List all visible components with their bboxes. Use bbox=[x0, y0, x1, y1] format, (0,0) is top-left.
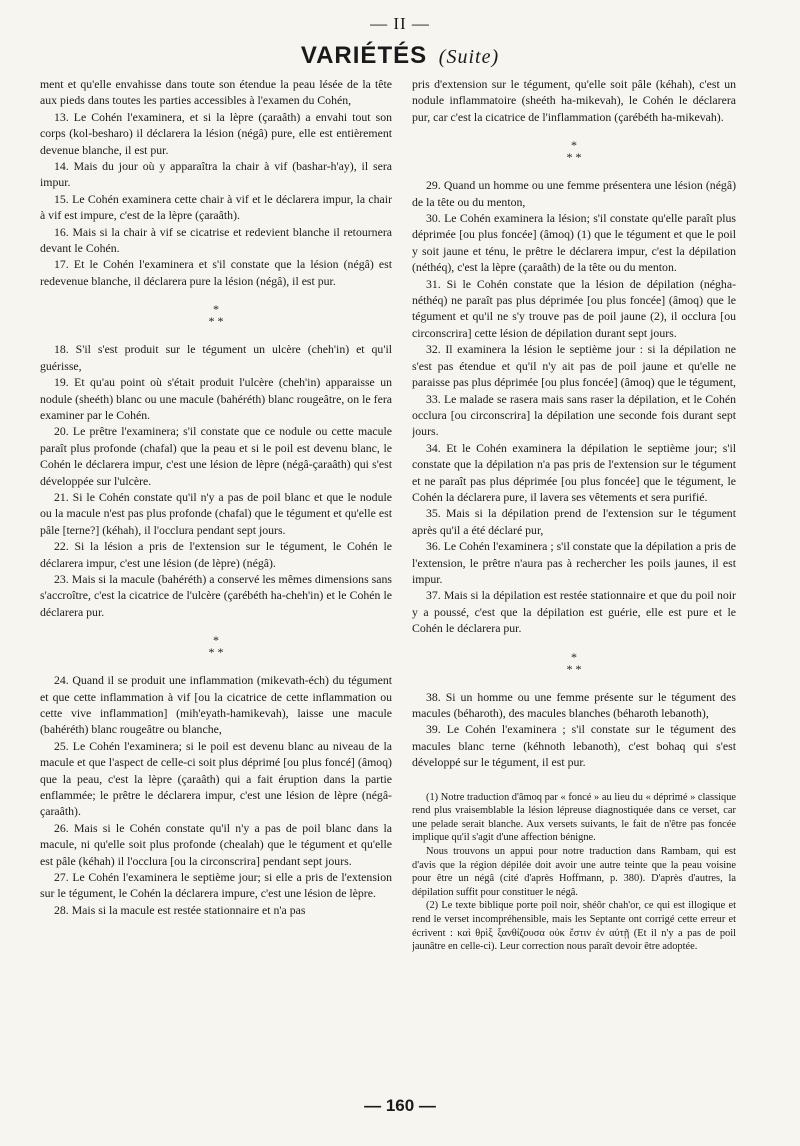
verse-paragraph: 29. Quand un homme ou une femme présentera une lésion (négâ) de la tête ou du menton, bbox=[412, 178, 736, 209]
verse-paragraph: 38. Si un homme ou une femme présente sur le tégument des macules (béharoth), des macules blanches (béharoth lebanoth), bbox=[412, 689, 736, 720]
verse-paragraph: 37. Mais si la dépilation est restée stationnaire et que du poil noir y a poussé, c'est que la dépilation est guérie, elle est pure et le Cohén le déclarera pur. bbox=[412, 588, 736, 636]
verse-paragraph: 36. Le Cohén l'examinera ; s'il constate que la dépilation a pris de l'extension, le prêtre n'aura pas à rechercher les poils jaunes, il est impur. bbox=[412, 539, 736, 586]
verse-paragraph: 33. Le malade se rasera mais sans raser la dépilation, et le Cohén occlura [ou circonscrira] la dépilation une seconde fois durant sept jours. bbox=[412, 391, 736, 439]
section-title-text: VARIÉTÉS bbox=[300, 42, 428, 69]
verse-paragraph: 35. Mais si la dépilation prend de l'extension sur le tégument après qu'il a été déclaré pur, bbox=[412, 506, 736, 537]
verse-paragraph: 28. Mais si la macule est restée stationnaire et n'a pas bbox=[54, 902, 306, 917]
footnote: (1) Notre traduction d'âmoq par « foncé » au lieu du « déprimé » classique rend plus vraisemblable la lésion lépreuse diagnostiquée dans ce verset, car une pelade serait blanche. Aux versets suivants, le fait de n'être pas foncée implique qu'il s'agit d'une affection bénigne. bbox=[412, 791, 736, 844]
verse-paragraph: ment et qu'elle envahisse dans toute son étendue la peau lésée de la tête aux pieds dans toutes les parties accessibles à l'examen du Cohén, bbox=[40, 77, 392, 108]
asterism-divider: * * * bbox=[208, 302, 224, 329]
verse-paragraph: 39. Le Cohén l'examinera ; s'il constate sur le tégument des macules blanc terne (kéhnoth lebanoth), c'est bohaq qui s'est développé sur le tégument, il est pur. bbox=[412, 722, 736, 770]
footnotes bbox=[412, 791, 736, 954]
verse-paragraph: 25. Le Cohén l'examinera; si le poil est devenu blanc au niveau de la macule et que l'aspect de celle-ci soit plus déprimé [ou plus foncé] (âmoq) que la peau, c'est la lèpre (çaraâth) qui a fait éruption dans la partie enflammée; le prêtre le déclarera impur, c'est une lésion de lèpre (négâ-çaraâth). bbox=[40, 738, 392, 819]
verse-paragraph: 31. Si le Cohén constate que la lésion de dépilation (négha-néthéq) ne paraît pas plus déprimée [ou plus foncée] (âmoq) que le tégument et qu'il ne s'y trouve pas de poil jaune (2), il occlura [ou circonscrira] cette lésion de dépilation durant sept jours. bbox=[412, 276, 736, 340]
verse-paragraph: 16. Mais si la chair à vif se cicatrise et redevient blanche il retournera devant le Cohén. bbox=[40, 224, 392, 256]
verse-paragraph: 20. Le prêtre l'examinera; s'il constate que ce nodule ou cette macule paraît plus profonde (chafal) que la peau et si le poil est devenu blanc, le Cohén le déclarera impur, c'est une lésion de lèpre (négâ-çaraâth) qui s'est développée sur l'ulcère. bbox=[40, 424, 392, 488]
section-title bbox=[0, 42, 800, 70]
asterism-divider: * * * bbox=[566, 138, 582, 165]
asterism-divider: * * * bbox=[208, 633, 224, 660]
verse-paragraph: 30. Le Cohén examinera la lésion; s'il constate qu'elle paraît plus déprimée [ou plus foncée] (âmoq) (1) que le tégument et que le poil y soit jaune et ténu, le prêtre le déclarera impur, c'est la dépilation (néthéq), c'est la lèpre (çaraâth) de la tête ou du menton. bbox=[412, 211, 736, 275]
left-column bbox=[40, 76, 392, 1116]
verse-paragraph: 32. Il examinera la lésion le septième jour : si la dépilation ne s'est pas étendue et qu'il n'y ait pas de poil jaune et qu'elle ne paraisse pas plus déprimée [ou plus foncée] (âmoq) que le tégument, bbox=[412, 342, 736, 390]
verse-paragraph: 18. S'il s'est produit sur le tégument un ulcère (cheh'in) et qu'il guérisse, bbox=[40, 342, 392, 373]
footnote: (2) Le texte biblique porte poil noir, shéôr chah'or, ce qui est illogique et rend le verset incompréhensible, mais les Septante ont corrigé cette erreur et écrivent : καὶ θρὶξ ξανθίζουσα οὐκ ἔστιν ἐν αὐτῇ (Et il n'y a pas de poil jaunâtre en celle-ci). Leur correction nous paraît devoir être adoptée. bbox=[412, 900, 736, 953]
verse-paragraph: 26. Mais si le Cohén constate qu'il n'y a pas de poil blanc dans la macule, ni qu'elle soit plus profonde (chealah) que le tégument et qu'elle est pâle (kéhah) il l'occlura [ou la circonscrira] pendant sept jours. bbox=[40, 820, 392, 868]
verse-paragraph: 24. Quand il se produit une inflammation (mikevath-éch) du tégument et que cette inflammation à vif [ou la cicatrice de cette inflammation ou cette vive inflammation] (mih'eyath-hamikevah), laisse une macule (bahéréth) blanc rougeâtre ou blanche, bbox=[40, 673, 392, 737]
verse-paragraph: 23. Mais si la macule (bahéréth) a conservé les mêmes dimensions sans s'accroître, c'est la cicatrice de l'ulcère (çarébéth ha-cheh'in) et le Cohén le déclarera pur. bbox=[40, 571, 392, 619]
verse-paragraph: 17. Et le Cohén l'examinera et s'il constate que la lésion (négâ) est redevenue blanche, il déclarera pure la lésion (négâ), il est pur. bbox=[40, 257, 392, 288]
verse-paragraph: 22. Si la lésion a pris de l'extension sur le tégument, le Cohén le déclarera impur, c'est une lésion (de lèpre) (négâ). bbox=[40, 539, 392, 570]
right-column bbox=[412, 76, 736, 1116]
verse-paragraph: 19. Et qu'au point où s'était produit l'ulcère (cheh'in) apparaisse un nodule (sheéth) blanc ou une macule (bahéréth) blanc rougeâtre, on le fera examiner par le Cohén. bbox=[40, 375, 392, 422]
verse-paragraph: pris d'extension sur le tégument, qu'elle soit pâle (kéhah), c'est un nodule inflammatoire (sheéth ha-mikevah), le Cohén le déclarera pur, car c'est la cicatrice de l'inflammation (çarébéth ha-mikevah). bbox=[412, 77, 736, 124]
footnote: Nous trouvons un appui pour notre traduction dans Rambam, qui est d'avis que la région dépilée doit avoir une autre teinte que la peau voisine pour être un négâ (cité d'après Hoffmann, p. 380). D'après d'autres, la dépilation suffit pour constituer le négâ. bbox=[412, 846, 736, 898]
verse-paragraph: 13. Le Cohén l'examinera, et si la lèpre (çaraâth) a envahi tout son corps (kol-besharo) il déclarera la lésion (négâ) pure, elle est entièrement devenue blanche, il est pur. bbox=[40, 109, 392, 157]
verse-paragraph: 15. Le Cohén examinera cette chair à vif et le déclarera impur, la chair à vif est impure, c'est de la lèpre (çaraâth). bbox=[40, 191, 392, 223]
verse-paragraph: 14. Mais du jour où y apparaîtra la chair à vif (bashar-h'ay), il sera impur. bbox=[40, 159, 392, 190]
running-head-page-label: — II — bbox=[370, 14, 430, 33]
asterism-divider: * * * bbox=[566, 649, 582, 676]
page-number: — 160 — bbox=[364, 1096, 436, 1115]
verse-paragraph: 21. Si le Cohén constate qu'il n'y a pas de poil blanc et que le nodule ou la macule n'est pas plus profonde (chafal) que le tégument et qu'elle est pâle [terne?] (kéhah), il l'occlura pendant sept jours. bbox=[40, 489, 392, 537]
verse-paragraph: 34. Et le Cohén examinera la dépilation le septième jour; s'il constate que la dépilation n'a pas pris de l'extension sur le tégument et ne paraît pas plus déprimée [ou plus foncée] que le tégument, le Cohén la déclarera pure, il lavera ses vêtements et sera purifié. bbox=[412, 440, 736, 504]
section-subtitle: (Suite) bbox=[438, 46, 500, 68]
verse-paragraph: 27. Le Cohén l'examinera le septième jour; si elle a pris de l'extension sur le tégument, le Cohén la déclarera impure, c'est une lésion de lèpre. bbox=[40, 870, 392, 901]
